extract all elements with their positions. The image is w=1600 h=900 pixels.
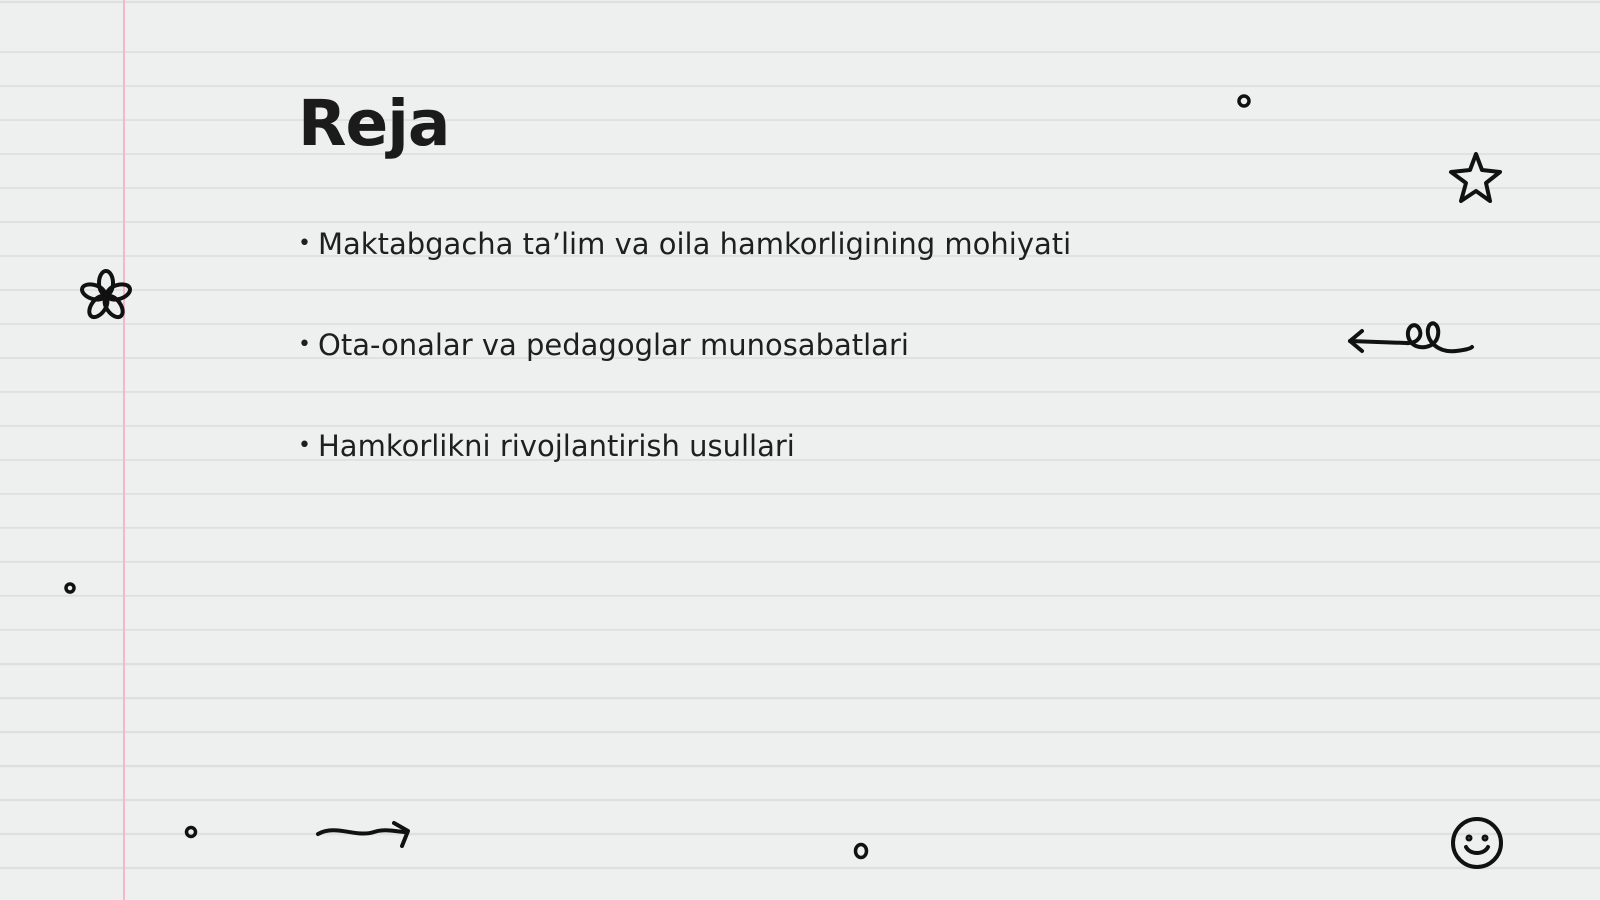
bullet-marker: • [298, 231, 311, 256]
margin-line [123, 0, 125, 900]
bullet-text: Ota-onalar va pedagoglar munosabatlari [318, 328, 909, 362]
star-icon [1446, 150, 1506, 206]
bullet-text: Hamkorlikni rivojlantirish usullari [318, 429, 795, 463]
squiggle-arrow-icon [316, 818, 412, 852]
loop-arrow-icon [1346, 315, 1476, 365]
bullet-marker: • [298, 433, 311, 458]
bullet-item [298, 323, 1071, 424]
flower-icon [78, 268, 134, 324]
smiley-icon [1448, 814, 1506, 872]
dot-icon [852, 840, 870, 862]
bullet-text: Maktabgacha ta’lim va oila hamkorligining mohiyati [318, 227, 1072, 261]
dot-icon [1236, 93, 1252, 109]
bullet-list [298, 222, 1071, 525]
bullet-item [298, 424, 1071, 525]
bullet-item [298, 222, 1071, 323]
slide-title: Reja [298, 87, 450, 160]
bullet-marker: • [298, 332, 311, 357]
dot-icon [63, 581, 77, 595]
dot-icon [184, 825, 198, 839]
